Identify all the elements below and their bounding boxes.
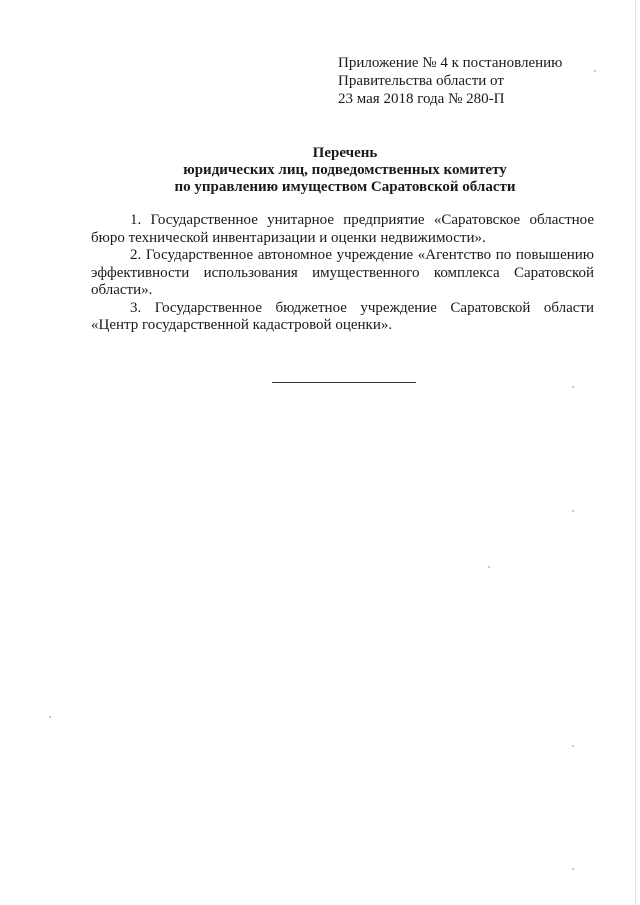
scan-speck (572, 868, 574, 870)
scan-speck (572, 510, 574, 512)
scan-speck (594, 70, 596, 72)
list-item-3: 3. Государственное бюджетное учреждение Саратовской области «Центр государственной кадастровой оценки». (91, 299, 594, 333)
scan-edge (635, 0, 636, 905)
appendix-line-1: Приложение № 4 к постановлению (338, 55, 563, 71)
scan-speck (488, 566, 490, 568)
document-title (80, 145, 610, 196)
list-item-2: 2. Государственное автономное учреждение «Агентство по повышению эффективности использования имущественного комплекса Саратовской области». (91, 247, 594, 298)
scan-speck (49, 716, 51, 718)
entity-list (91, 212, 594, 335)
scan-speck (572, 745, 574, 747)
title-line-2: юридических лиц, подведомственных комитету (183, 162, 507, 178)
appendix-line-3: 23 мая 2018 года № 280-П (338, 91, 505, 107)
end-divider (272, 382, 416, 383)
title-line-3: по управлению имуществом Саратовской области (174, 179, 516, 195)
appendix-line-2: Правительства области от (338, 73, 504, 89)
title-line-1: Перечень (312, 145, 378, 161)
scan-speck (572, 386, 574, 388)
list-item-1: 1. Государственное унитарное предприятие «Саратовское областное бюро технической инвентаризации и оценки недвижимости». (91, 212, 594, 246)
appendix-header (338, 54, 598, 108)
